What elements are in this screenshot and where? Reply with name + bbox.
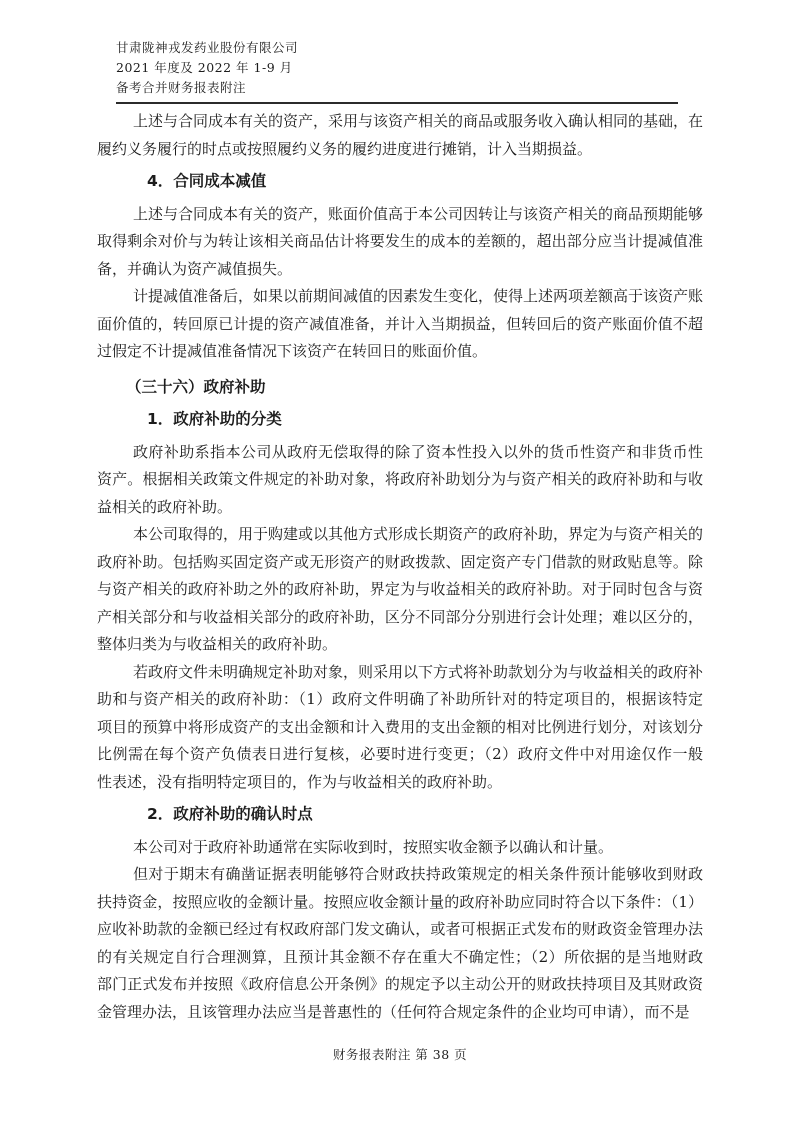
text-line: 但对于期末有确凿证据表明能够符合财政扶持政策规定的相关条件预计能够收到财政: [133, 865, 703, 883]
text-line: 本公司对于政府补助通常在实际收到时，按照实收金额予以确认和计量。: [133, 837, 614, 856]
document-body: [97, 108, 703, 1026]
text-line: 政府补助。包括购买固定资产或无形资产的财政拨款、固定资产专门借款的财政贴息等。除: [97, 552, 703, 571]
text-line: 计提减值准备后，如果以前期间减值的因素发生变化，使得上述两项差额高于该资产账: [133, 287, 704, 305]
paragraph: [97, 201, 703, 284]
paragraph: [97, 439, 703, 522]
text-line: 若政府文件未明确规定补助对象，则采用以下方式将补助款划分为与收益相关的政府补: [133, 662, 704, 681]
text-line: 应收补助款的金额已经过有权政府部门发文确认，或者可根据正式发布的财政资金管理办法: [97, 920, 703, 938]
text-line: 备，并确认为资产减值损失。: [97, 259, 293, 278]
paragraph: [97, 283, 703, 366]
paragraph: [97, 861, 703, 1026]
text-line: 过假定不计提减值准备情况下该资产在转回日的账面价值。: [97, 342, 488, 360]
header-report-title: 备考合并财务报表附注: [116, 80, 247, 95]
section-heading: 1．政府补助的分类: [147, 410, 282, 428]
text-line: 本公司取得的，用于购建或以其他方式形成长期资产的政府补助，界定为与资产相关的: [133, 525, 704, 543]
text-line: 取得剩余对价与为转让该相关商品估计将要发生的成本的差额的，超出部分应当计提减值准: [97, 232, 703, 250]
text-line: 政府补助系指本公司从政府无偿取得的除了资本性投入以外的货币性资产和非货币性: [133, 442, 703, 461]
header-rule: [116, 38, 678, 104]
paragraph: [97, 659, 703, 797]
text-line: 资产。根据相关政策文件规定的补助对象，将政府补助划分为与资产相关的政府补助和与收: [97, 470, 703, 488]
text-line: 面价值的，转回原已计提的资产减值准备，并计入当期损益，但转回后的资产账面价值不超: [97, 314, 703, 333]
header-report-period: 2021 年度及 2022 年 1-9 月: [116, 60, 293, 75]
header-company-name: 甘肃陇神戎发药业股份有限公司: [116, 40, 299, 55]
text-line: 上述与合同成本有关的资产，账面价值高于本公司因转让与该资产相关的商品预期能够: [133, 204, 704, 223]
text-line: 与资产相关的政府补助之外的政府补助，界定为与收益相关的政府补助。对于同时包含与资: [97, 580, 703, 598]
text-line: 扶持资金，按照应收的金额计量。按照应收金额计量的政府补助应同时符合以下条件：（1）: [97, 892, 703, 911]
text-line: 项目的预算中将形成资产的支出金额和计入费用的支出金额的相对比例进行划分，对该划分: [97, 717, 703, 736]
text-line: 产相关部分和与收益相关部分的政府补助，区分不同部分分别进行会计处理；难以区分的，: [97, 607, 703, 626]
text-line: 的有关规定自行合理测算，且预计其金额不存在重大不确定性；（2）所依据的是当地财政: [97, 947, 703, 966]
paragraph: [97, 521, 703, 659]
text-line: 助和与资产相关的政府补助：（1）政府文件明确了补助所针对的特定项目的，根据该特定: [97, 690, 703, 708]
page-header: [0, 0, 793, 104]
paragraph: [97, 834, 703, 862]
text-line: 部门正式发布并按照《政府信息公开条例》的规定予以主动公开的财政扶持项目及其财政资: [97, 975, 703, 993]
section-heading: 4．合同成本减值: [147, 172, 267, 190]
paragraph: [97, 108, 703, 163]
text-line: 金管理办法，且该管理办法应当是普惠性的（任何符合规定条件的企业均可申请），而不是: [97, 1002, 690, 1021]
text-line: 上述与合同成本有关的资产，采用与该资产相关的商品或服务收入确认相同的基础，在: [133, 112, 704, 130]
section-heading: （三十六）政府补助: [126, 377, 266, 396]
text-line: 比例需在每个资产负债表日进行复核，必要时进行变更；（2）政府文件中对用途仅作一般: [97, 745, 703, 763]
text-line: 性表述，没有指明特定项目的，作为与收益相关的政府补助。: [97, 772, 503, 791]
text-line: 整体归类为与收益相关的政府补助。: [97, 635, 338, 653]
page-footer: [97, 1046, 703, 1064]
text-line: 益相关的政府补助。: [97, 497, 233, 516]
footer-page-label: 财务报表附注 第 38 页: [332, 1047, 468, 1062]
text-line: 履约义务履行的时点或按照履约义务的履约进度进行摊销，计入当期损益。: [97, 139, 593, 158]
section-heading: 2．政府补助的确认时点: [147, 805, 313, 823]
